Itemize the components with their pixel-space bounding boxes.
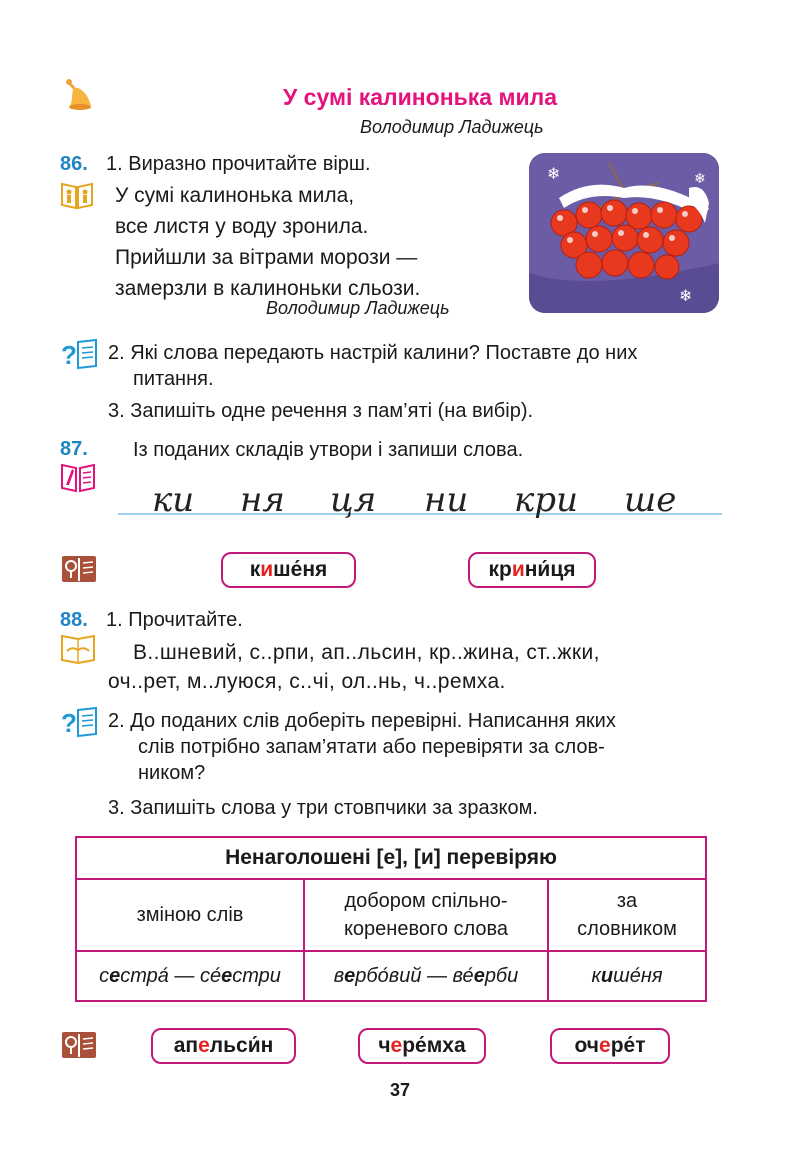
syllable: ця: [330, 480, 377, 520]
chip-text: к: [249, 558, 261, 581]
syllables-line: [118, 478, 722, 522]
chip-text: оч: [574, 1034, 599, 1057]
example-bold: е: [221, 964, 233, 987]
rule-table: [75, 836, 707, 1002]
example-bold: е: [344, 964, 356, 987]
pen-book-icon: [60, 461, 96, 493]
table-col1-header: зміною слів: [76, 879, 304, 951]
chip-text: кр: [488, 558, 512, 581]
exercise-number-88: 88.: [60, 609, 88, 631]
word-chip: [468, 552, 596, 588]
dictionary-icon: [60, 1029, 98, 1061]
table-header: Ненаголошені [е], [и] перевіряю: [76, 837, 706, 879]
chip-highlight: и: [260, 558, 274, 581]
ex88-task2-line3: ником?: [138, 762, 206, 784]
chip-text: ни́ця: [524, 558, 576, 581]
syllable: ше: [624, 480, 677, 520]
example-text: к: [591, 964, 601, 987]
example-bold: е: [473, 964, 485, 987]
example-text: рбо́вий — ве́: [355, 964, 474, 987]
ex88-task3: 3. Запишіть слова у три стовпчики за зразком.: [108, 797, 538, 819]
example-text: в: [333, 964, 345, 987]
table-example-1: [76, 951, 304, 1001]
svg-text:?: ?: [61, 708, 77, 738]
chip-highlight: е: [198, 1034, 210, 1057]
example-bold: е: [109, 964, 121, 987]
ex88-task2-line2: слів потрібно запам’ятати або перевіряти за слов-: [138, 736, 605, 758]
page-title: У сумі калинонька мила: [282, 84, 558, 110]
chip-highlight: е: [599, 1034, 611, 1057]
table-col2-line: кореневого слова: [343, 918, 509, 940]
example-text: ше́ня: [613, 964, 663, 987]
poem-line: Прийшли за вітрами морози —: [115, 246, 418, 269]
poem-author: Володимир Ладижець: [266, 298, 450, 318]
chip-text: ап: [173, 1034, 199, 1057]
example-text: рби: [484, 964, 519, 987]
table-col3-header: [548, 879, 706, 951]
ex88-task2-line1: 2. До поданих слів доберіть перевірні. Написання яких: [108, 710, 616, 732]
table-col3-line: словником: [577, 918, 677, 940]
chip-highlight: и: [511, 558, 525, 581]
poem-line: все листя у воду зронила.: [115, 215, 369, 238]
example-text: с: [99, 964, 110, 987]
example-text: стра́ — се́: [120, 964, 222, 987]
handshake-book-icon: [60, 632, 96, 664]
table-col2-line: добором спільно-: [344, 890, 508, 912]
ex88-words-line1: В..шневий, с..рпи, ап..льсин, кр..жина, ст..жки,: [133, 641, 600, 664]
table-col2-header: [304, 879, 548, 951]
chip-text: ше́ня: [273, 558, 328, 581]
syllable: ня: [240, 480, 285, 520]
syllable: ки: [152, 480, 195, 520]
svg-text:?: ?: [61, 340, 77, 370]
word-chip: [550, 1028, 670, 1064]
exercise-number-87: 87.: [60, 438, 88, 460]
question-book-icon: [60, 338, 98, 370]
page-number: 37: [389, 1080, 411, 1100]
ex86-task1: 1. Виразно прочитайте вірш.: [106, 153, 371, 175]
svg-text:❄: ❄: [547, 166, 561, 183]
word-chip: [358, 1028, 486, 1064]
chip-text: ре́мха: [402, 1034, 466, 1057]
chip-text: льси́н: [209, 1034, 274, 1057]
title-author: Володимир Ладижець: [360, 117, 544, 137]
poem-line: У сумі калинонька мила,: [115, 184, 355, 207]
exercise-number-86: 86.: [60, 153, 88, 175]
word-chip: [221, 552, 356, 588]
example-text: стри: [232, 964, 281, 987]
example-bold: и: [600, 964, 614, 987]
read-aloud-icon: [60, 180, 94, 210]
svg-text:❄: ❄: [679, 288, 693, 305]
viburnum-illustration: [529, 153, 719, 313]
syllable: ни: [424, 480, 469, 520]
chip-highlight: е: [390, 1034, 403, 1057]
chip-text: ре́т: [610, 1034, 646, 1057]
syllable: кри: [514, 480, 578, 520]
word-chip: [151, 1028, 296, 1064]
table-example-3: [548, 951, 706, 1001]
poem-line: замерзли в калиноньки сльози.: [115, 277, 421, 300]
ex88-words-line2: оч..рет, м..луюся, с..чі, ол..нь, ч..ремха.: [108, 670, 506, 693]
svg-text:❄: ❄: [694, 170, 706, 186]
question-book-icon: [60, 706, 98, 738]
poem: [115, 180, 420, 304]
dictionary-icon: [60, 553, 98, 585]
table-col3-line: за: [616, 890, 638, 912]
ex87-task: Із поданих складів утвори і запиши слова.: [133, 439, 524, 461]
chip-text: ч: [378, 1034, 391, 1057]
ex86-task3: 3. Запишіть одне речення з пам’яті (на вибір).: [108, 400, 534, 422]
ex86-task2-line1: 2. Які слова передають настрій калини? Поставте до них: [108, 342, 638, 364]
ex86-task2-line2: питання.: [133, 368, 214, 390]
ex88-task1: 1. Прочитайте.: [106, 609, 243, 631]
table-example-2: [304, 951, 548, 1001]
